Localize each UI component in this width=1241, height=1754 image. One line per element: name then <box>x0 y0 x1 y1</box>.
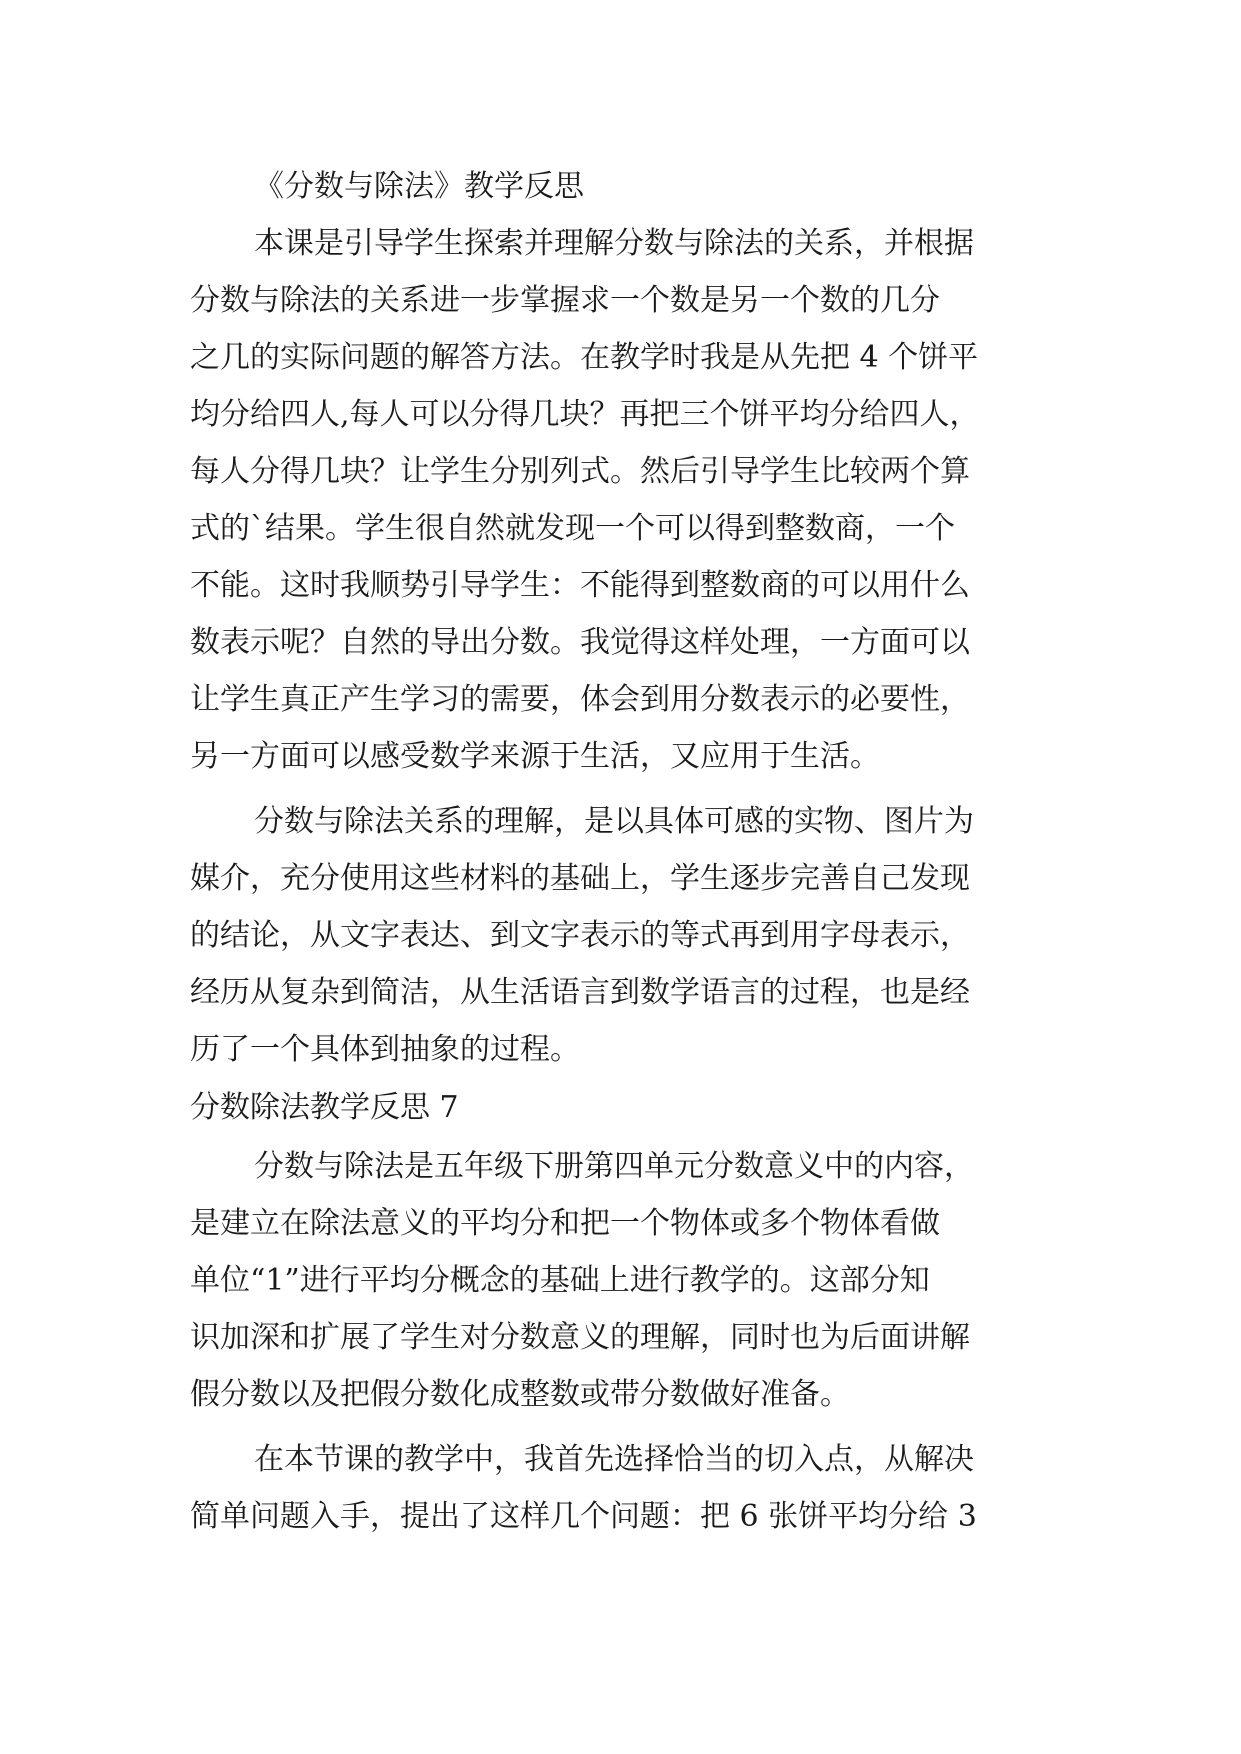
paragraph-line: 简单问题入手，提出了这样几个问题：把 6 张饼平均分给 3 <box>190 1499 977 1534</box>
paragraph-line: 单位“1”进行平均分概念的基础上进行教学的。这部分知 <box>190 1263 930 1298</box>
document-title: 《分数与除法》教学反思 <box>254 169 584 204</box>
section-heading: 分数除法教学反思 7 <box>190 1090 459 1125</box>
paragraph-1 <box>190 215 1055 785</box>
paragraph-line: 不能。这时我顺势引导学生：不能得到整数商的可以用什么 <box>190 568 970 603</box>
paragraph-line: 在本节课的教学中，我首先选择恰当的切入点，从解决 <box>254 1442 974 1477</box>
paragraph-line: 本课是引导学生探索并理解分数与除法的关系，并根据 <box>254 226 974 261</box>
paragraph-line: 分数与除法是五年级下册第四单元分数意义中的内容， <box>254 1149 974 1184</box>
paragraph-line: 之几的实际问题的解答方法。在教学时我是从先把 4 个饼平 <box>190 340 979 375</box>
paragraph-line: 均分给四人,每人可以分得几块？再把三个饼平均分给四人， <box>190 397 980 432</box>
paragraph-line: 让学生真正产生学习的需要，体会到用分数表示的必要性， <box>190 682 970 717</box>
document-body <box>190 158 1055 1545</box>
paragraph-2 <box>190 793 1055 1078</box>
paragraph-line: 的结论，从文字表达、到文字表示的等式再到用字母表示， <box>190 918 970 953</box>
paragraph-line: 每人分得几块？让学生分别列式。然后引导学生比较两个算 <box>190 454 970 489</box>
paragraph-line: 分数与除法的关系进一步掌握求一个数是另一个数的几分 <box>190 283 940 318</box>
paragraph-line: 分数与除法关系的理解，是以具体可感的实物、图片为 <box>254 804 974 839</box>
paragraph-line: 经历从复杂到简洁，从生活语言到数学语言的过程，也是经 <box>190 975 970 1010</box>
paragraph-line: 另一方面可以感受数学来源于生活，又应用于生活。 <box>190 739 880 774</box>
paragraph-line: 是建立在除法意义的平均分和把一个物体或多个物体看做 <box>190 1206 940 1241</box>
paragraph-line: 式的`结果。学生很自然就发现一个可以得到整数商，一个 <box>190 511 955 546</box>
paragraph-line: 假分数以及把假分数化成整数或带分数做好准备。 <box>190 1377 850 1412</box>
paragraph-line: 历了一个具体到抽象的过程。 <box>190 1032 580 1067</box>
paragraph-line: 识加深和扩展了学生对分数意义的理解，同时也为后面讲解 <box>190 1320 970 1355</box>
paragraph-spacer <box>190 785 1055 793</box>
paragraph-3 <box>190 1138 1055 1423</box>
paragraph-spacer <box>190 1423 1055 1431</box>
paragraph-4 <box>190 1431 1055 1545</box>
paragraph-line: 数表示呢？自然的导出分数。我觉得这样处理，一方面可以 <box>190 625 970 660</box>
paragraph-line: 媒介，充分使用这些材料的基础上，学生逐步完善自己发现 <box>190 861 970 896</box>
